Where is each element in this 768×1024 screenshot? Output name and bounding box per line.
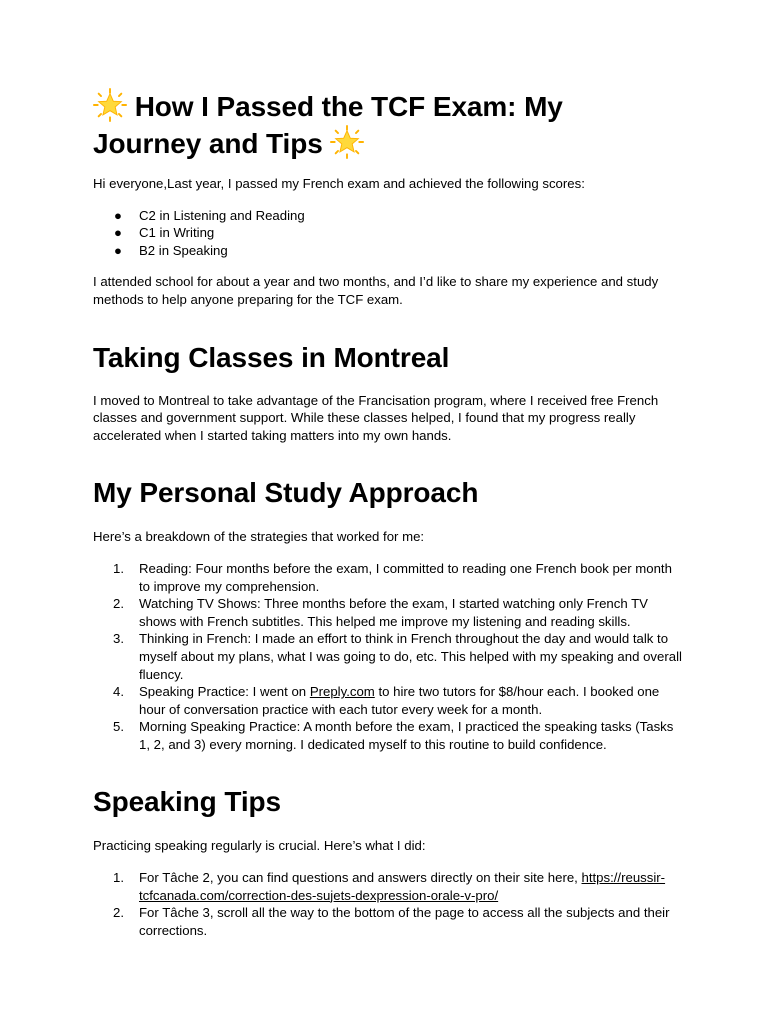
list-item: 4. Speaking Practice: I went on Preply.com to hire two tutors for $8/hour each. I booked one hour of conversation practice with each tutor every week for a month. [113,684,660,717]
list-item: ● C2 in Listening and Reading [114,207,305,223]
title-line2: Journey and Tips [93,128,323,159]
section-heading-speaking-tips: Speaking Tips [93,786,282,818]
section-heading-study-approach: My Personal Study Approach [93,477,479,509]
section-lead-speaking-tips: Practicing speaking regularly is crucial. Here’s what I did: [93,838,426,854]
list-item: 3. Thinking in French: I made an effort to think in French throughout the day and would talk to myself about my plans, what I was going to do, etc. This helped with my speaking and overall fluency. [113,631,682,682]
reussir-tcf-link[interactable]: https://reussir-tcfcanada.com/correction-des-sujets-dexpression-orale-v-pro/ [139,870,666,903]
title-line1: How I Passed the TCF Exam: My [134,91,563,122]
preply-link[interactable]: Preply.com [309,684,375,700]
list-item: ● B2 in Speaking [114,242,228,258]
list-item: 1. Reading: Four months before the exam, I committed to reading one French book per month to improve my comprehension. [113,560,672,594]
section-body-montreal: I moved to Montreal to take advantage of the Francisation program, where I received free French classes and government support. While these classes helped, I found that my progress really accelerated when I started taking matters into my own hands. [93,392,659,443]
document-page [93,82,683,939]
glowing-star-icon [330,125,364,159]
list-item: ● C1 in Writing [114,225,215,241]
section-heading-montreal: Taking Classes in Montreal [93,341,450,373]
page-title [93,88,683,162]
list-item: 2. Watching TV Shows: Three months before the exam, I started watching only French TV shows with French subtitles. This helped me improve my listening and reading skills. [113,596,648,629]
intro-paragraph-2: I attended school for about a year and two months, and I’d like to share my experience and study methods to help anyone preparing for the TCF exam. [93,274,659,307]
study-approach-list [93,560,683,754]
glowing-star-icon [93,88,127,122]
scores-list [93,207,683,260]
speaking-tips-list [93,869,683,939]
intro-paragraph: Hi everyone,Last year, I passed my French exam and achieved the following scores: [93,176,585,191]
section-lead-study-approach: Here’s a breakdown of the strategies that worked for me: [93,529,425,545]
list-item: 2. For Tâche 3, scroll all the way to the bottom of the page to access all the subjects and their corrections. [113,905,670,938]
list-item: 5. Morning Speaking Practice: A month before the exam, I practiced the speaking tasks (Tasks 1, 2, and 3) every morning. I dedicated myself to this routine to build confidence. [113,719,674,752]
list-item: 1. For Tâche 2, you can find questions and answers directly on their site here, https://reussir-tcfcanada.com/correction-des-sujets-dexpression-orale-v-pro/ [113,870,666,903]
